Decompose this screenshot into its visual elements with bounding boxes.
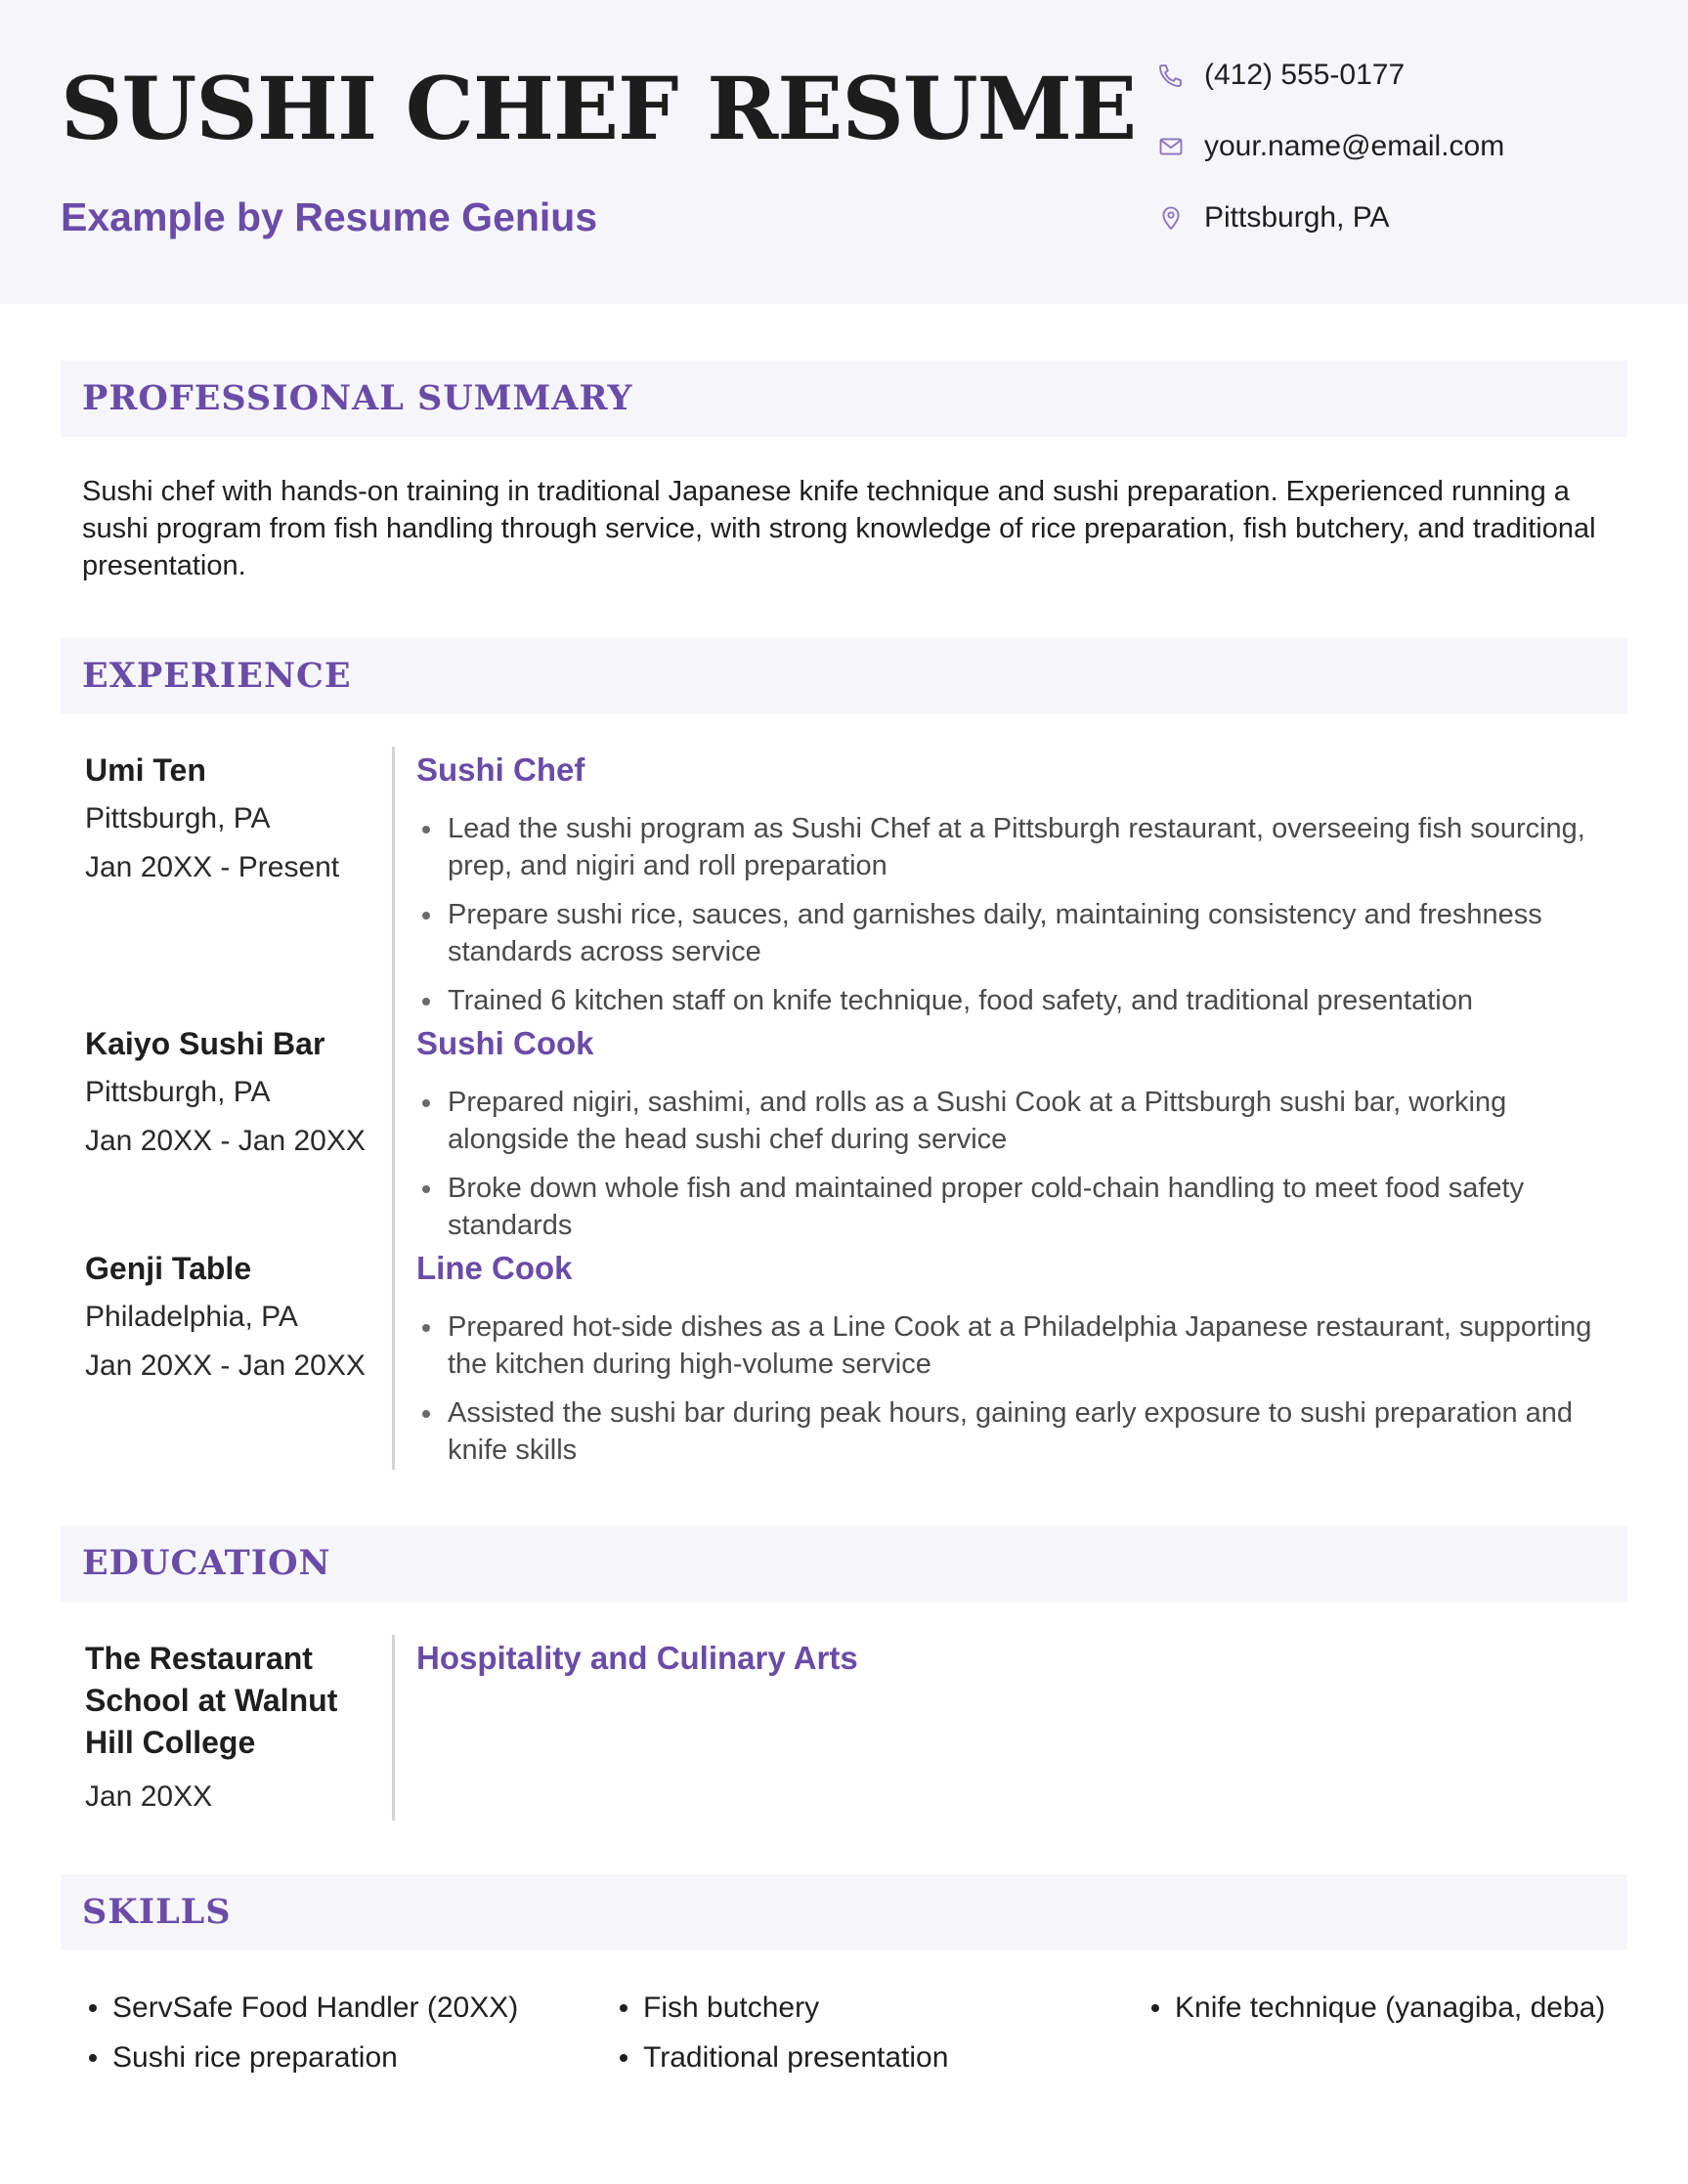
job-2-content [416, 1023, 1628, 1256]
list-item: Prepare sushi rice, sauces, and garnishes daily, maintaining consistency and freshness standards across service [416, 896, 1628, 970]
resume-subtitle: Example by Resume Genius [61, 194, 598, 239]
job-location: Pittsburgh, PA [85, 802, 271, 835]
job-company: Umi Ten [85, 752, 206, 788]
education-school: The Restaurant School at Walnut Hill College [85, 1641, 338, 1760]
summary-section-header [61, 361, 1627, 437]
list-item: ServSafe Food Handler (20XX) [85, 1983, 518, 2033]
experience-heading: EXPERIENCE [82, 656, 352, 696]
education-date: Jan 20XX [85, 1780, 213, 1813]
job-1-details [85, 749, 378, 892]
resume-header [0, 0, 1688, 304]
job-3-details [85, 1248, 378, 1391]
list-item: Broke down whole fish and maintained proper cold-chain handling to meet food safety standards [416, 1170, 1628, 1244]
job-3-content [416, 1248, 1628, 1480]
mail-icon [1157, 133, 1185, 160]
job-bullets [416, 810, 1628, 1019]
list-item: Lead the sushi program as Sushi Chef at a Pittsburgh restaurant, overseeing fish sourcing, prep, and nigiri and roll preparation [416, 810, 1628, 884]
skills-heading: SKILLS [82, 1892, 232, 1932]
location-pin-icon [1157, 204, 1185, 232]
contact-location [1157, 182, 1504, 253]
job-bullets [416, 1084, 1628, 1244]
summary-text: Sushi chef with hands-on training in traditional Japanese knife technique and sushi preparation. Experienced running a sushi program from fish handling through service, with strong knowledge of rice preparation, fish butchery, and traditional presentation. [82, 476, 1596, 581]
summary-heading: PROFESSIONAL SUMMARY [82, 378, 633, 418]
job-location: Philadelphia, PA [85, 1301, 298, 1333]
job-role: Line Cook [416, 1250, 573, 1286]
list-item: Trained 6 kitchen staff on knife technique, food safety, and traditional presentation [416, 982, 1628, 1019]
skills-column-3 [1147, 1983, 1605, 2033]
education-divider [392, 1635, 395, 1820]
experience-section-header [61, 638, 1627, 714]
job-bullets [416, 1308, 1628, 1469]
education-details [85, 1638, 368, 1819]
education-content [416, 1638, 1628, 1679]
list-item: Fish butchery [616, 1983, 948, 2033]
list-item: Assisted the sushi bar during peak hours, gaining early exposure to sushi preparation and knife skills [416, 1394, 1628, 1469]
job-company: Kaiyo Sushi Bar [85, 1026, 325, 1061]
job-role: Sushi Chef [416, 751, 585, 788]
job-role: Sushi Cook [416, 1025, 594, 1061]
contact-phone [1157, 39, 1504, 110]
skills-column-2 [616, 1983, 948, 2082]
list-item: Traditional presentation [616, 2033, 948, 2082]
job-dates: Jan 20XX - Present [85, 851, 340, 883]
contact-email [1157, 110, 1504, 182]
email-text[interactable]: your.name@email.com [1204, 129, 1505, 162]
job-company: Genji Table [85, 1251, 252, 1286]
phone-icon [1157, 62, 1185, 89]
list-item: Prepared nigiri, sashimi, and rolls as a Sushi Cook at a Pittsburgh sushi bar, working alongside the head sushi chef during service [416, 1084, 1628, 1158]
list-item: Prepared hot-side dishes as a Line Cook at a Philadelphia Japanese restaurant, supporting the kitchen during high-volume service [416, 1308, 1628, 1383]
location-text: Pittsburgh, PA [1204, 200, 1390, 234]
job-2-details [85, 1023, 378, 1166]
skills-column-1 [85, 1983, 518, 2082]
contact-info [1157, 39, 1504, 253]
phone-text[interactable]: (412) 555-0177 [1204, 58, 1406, 91]
job-1-content [416, 749, 1628, 1031]
education-heading: EDUCATION [82, 1543, 331, 1583]
job-location: Pittsburgh, PA [85, 1076, 271, 1108]
experience-divider [392, 747, 395, 1470]
education-section-header [61, 1525, 1627, 1602]
job-dates: Jan 20XX - Jan 20XX [85, 1349, 366, 1382]
job-dates: Jan 20XX - Jan 20XX [85, 1125, 366, 1157]
list-item: Sushi rice preparation [85, 2033, 518, 2082]
skills-section-header [61, 1874, 1627, 1950]
list-item: Knife technique (yanagiba, deba) [1147, 1983, 1605, 2033]
education-degree: Hospitality and Culinary Arts [416, 1640, 858, 1676]
resume-title: SUSHI CHEF RESUME [61, 58, 1137, 159]
